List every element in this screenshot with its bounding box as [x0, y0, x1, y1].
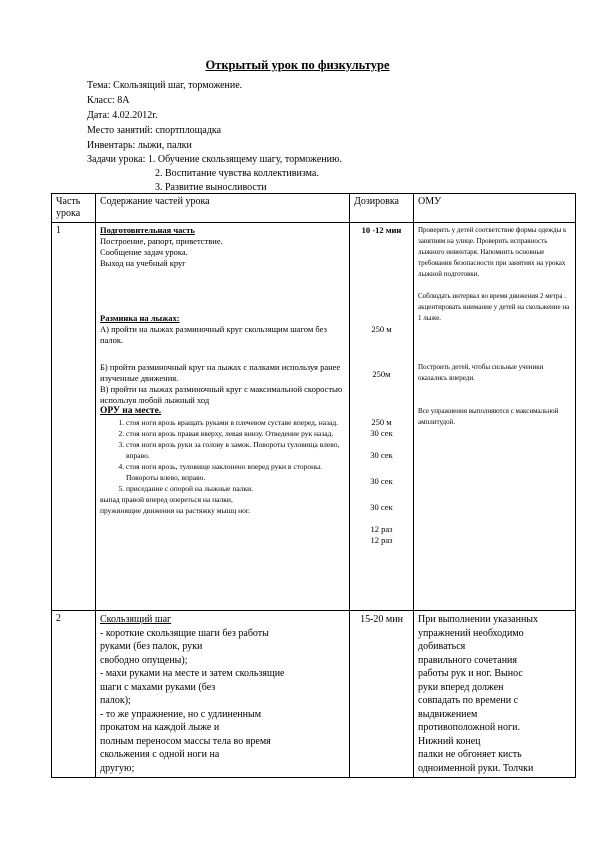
content-line: другую; [100, 762, 135, 774]
warmup-a: А) пройти на лыжах разминочный круг скользящим шагом без палок. [100, 324, 327, 345]
omu-note: Проверить у детей соответствие формы одежды к занятиям на улице. Проверить исправность лыжного инвентаря. Напомнить основные требования безопасности при занятиях на уроках лыжной подготовки. [418, 226, 567, 278]
dosage-value: 250 м [371, 417, 392, 427]
content-line: прокатом на каждой лыже и [100, 722, 220, 733]
part-number: 1 [52, 223, 96, 611]
list-item: 5. приседание с опорой на лыжные палки. [126, 483, 345, 494]
omu-line: палки не обгоняет кисть [418, 749, 522, 760]
omu-line: одноименной руки. Толчки [418, 762, 534, 774]
dosage-value: 30 сек [370, 428, 393, 438]
omu-line: работы рук и ног. Вынос [418, 668, 523, 679]
content-line: - махи руками на месте и затем скользящие [100, 668, 285, 679]
dosage-value: 15-20 мин [360, 614, 403, 625]
header-part: Часть урока [52, 194, 96, 223]
lesson-place: Место занятий: спортплощадка [87, 125, 222, 136]
dosage-value: 10 -12 мин [361, 225, 402, 235]
lesson-theme: Тема: Скользящий шаг, торможение. [87, 80, 243, 91]
list-item: 4. стоя ноги врозь, туловище наклонено вперед руки в стороны. Повороты влево, вправо. [126, 461, 345, 483]
lesson-date: Дата: 4.02.2012г. [87, 110, 158, 121]
dosage-value: 30 сек [370, 502, 393, 512]
header-dosage: Дозировка [350, 194, 414, 223]
omu-line: выдвижением [418, 708, 478, 720]
dosage-value: 30 сек [370, 476, 393, 486]
omu-line: При выполнении указанных [418, 614, 539, 625]
section-title: Скользящий шаг [100, 614, 172, 625]
omu-line: противоположной ноги. [418, 722, 520, 733]
lesson-tasks-2: 2. Воспитание чувства коллективизма. [155, 168, 319, 179]
prep-title: Подготовительная часть [100, 225, 195, 235]
omu-line: совпадать по времени с [418, 695, 519, 706]
list-item: 2. стоя ноги врозь правая вверху, левая внизу. Отведение рук назад. [126, 428, 345, 439]
content-line: скольжения с одной ноги на [100, 749, 220, 760]
omu-line: упражнений необходимо [418, 627, 524, 639]
part-number: 2 [52, 611, 96, 778]
header-omu: ОМУ [414, 194, 576, 223]
omu-note: Соблюдать интервал во время движения 2 метра . акцентировать внимание у детей на скольжение на 1 лыже. [418, 292, 570, 322]
header-content: Содержание частей урока [96, 194, 350, 223]
dosage-value: 250 м [371, 324, 392, 334]
table-row [52, 611, 576, 778]
oru-tail: пружинящие движения на растяжку мышц ног. [100, 506, 251, 515]
table-row [52, 223, 576, 611]
content-line: полным переносом массы тела во время [100, 735, 271, 747]
warmup-title: Разминка на лыжах: [100, 313, 180, 323]
list-item: 1. стоя ноги врозь вращать руками в плечевом суставе вперед, назад. [126, 417, 345, 428]
list-item: 3. стоя ноги врозь руки за голову в замок. Повороты туловища влево, вправо. [126, 439, 345, 461]
dosage-value: 250м [372, 369, 391, 379]
warmup-b: Б) пройти разминочный круг на лыжах с палками используя ранее изученные движения. [100, 362, 341, 383]
prep-line: Сообщение задач урока. [100, 247, 188, 257]
omu-line: Нижний конец [418, 735, 481, 747]
content-line: палок); [100, 695, 131, 706]
lesson-tasks-3: 3. Развитие выносливости [155, 182, 267, 193]
content-line: - короткие скользящие шаги без работы [100, 627, 269, 639]
omu-cell [414, 223, 576, 611]
dosage-cell [350, 223, 414, 611]
warmup-v: В) пройти на лыжах разминочный круг с максимальной скоростью используя любой лыжный ход [100, 384, 343, 405]
content-line: - то же упражнение, но с удлиненным [100, 708, 262, 720]
content-cell [96, 611, 350, 778]
lesson-table [51, 193, 576, 778]
content-line: шаги с махами руками (без [100, 681, 216, 693]
dosage-value: 30 сек [370, 450, 393, 460]
dosage-value: 12 раз [370, 535, 393, 545]
oru-title: ОРУ на месте. [100, 406, 162, 416]
omu-line: добиваться [418, 641, 466, 652]
prep-line: Построение, рапорт, приветствие. [100, 236, 223, 246]
lesson-class: Класс: 8А [87, 95, 130, 106]
content-cell [96, 223, 350, 611]
lesson-equipment: Инвентарь: лыжи, палки [87, 140, 192, 151]
omu-line: руки вперед должен [418, 681, 504, 693]
oru-list [100, 417, 345, 494]
omu-note: Все упражнения выполняются с максимальной амплитудой. [418, 407, 559, 426]
dosage-value: 12 раз [370, 524, 393, 534]
dosage-cell [350, 611, 414, 778]
document-title: Открытый урок по физкультуре [205, 58, 390, 72]
omu-note: Построить детей, чтобы сильные ученики оказались впереди. [418, 363, 544, 382]
oru-tail: выпад правой вперед опереться на палки, [100, 495, 233, 504]
content-line: свободно опущены); [100, 654, 188, 666]
prep-line: Выход на учебный круг [100, 258, 186, 268]
content-line: руками (без палок, руки [100, 641, 203, 652]
omu-line: правильного сочетания [418, 654, 517, 666]
omu-cell [414, 611, 576, 778]
lesson-tasks-1: Задачи урока: 1. Обучение скользящему шагу, торможению. [87, 154, 342, 165]
table-header-row [52, 194, 576, 223]
